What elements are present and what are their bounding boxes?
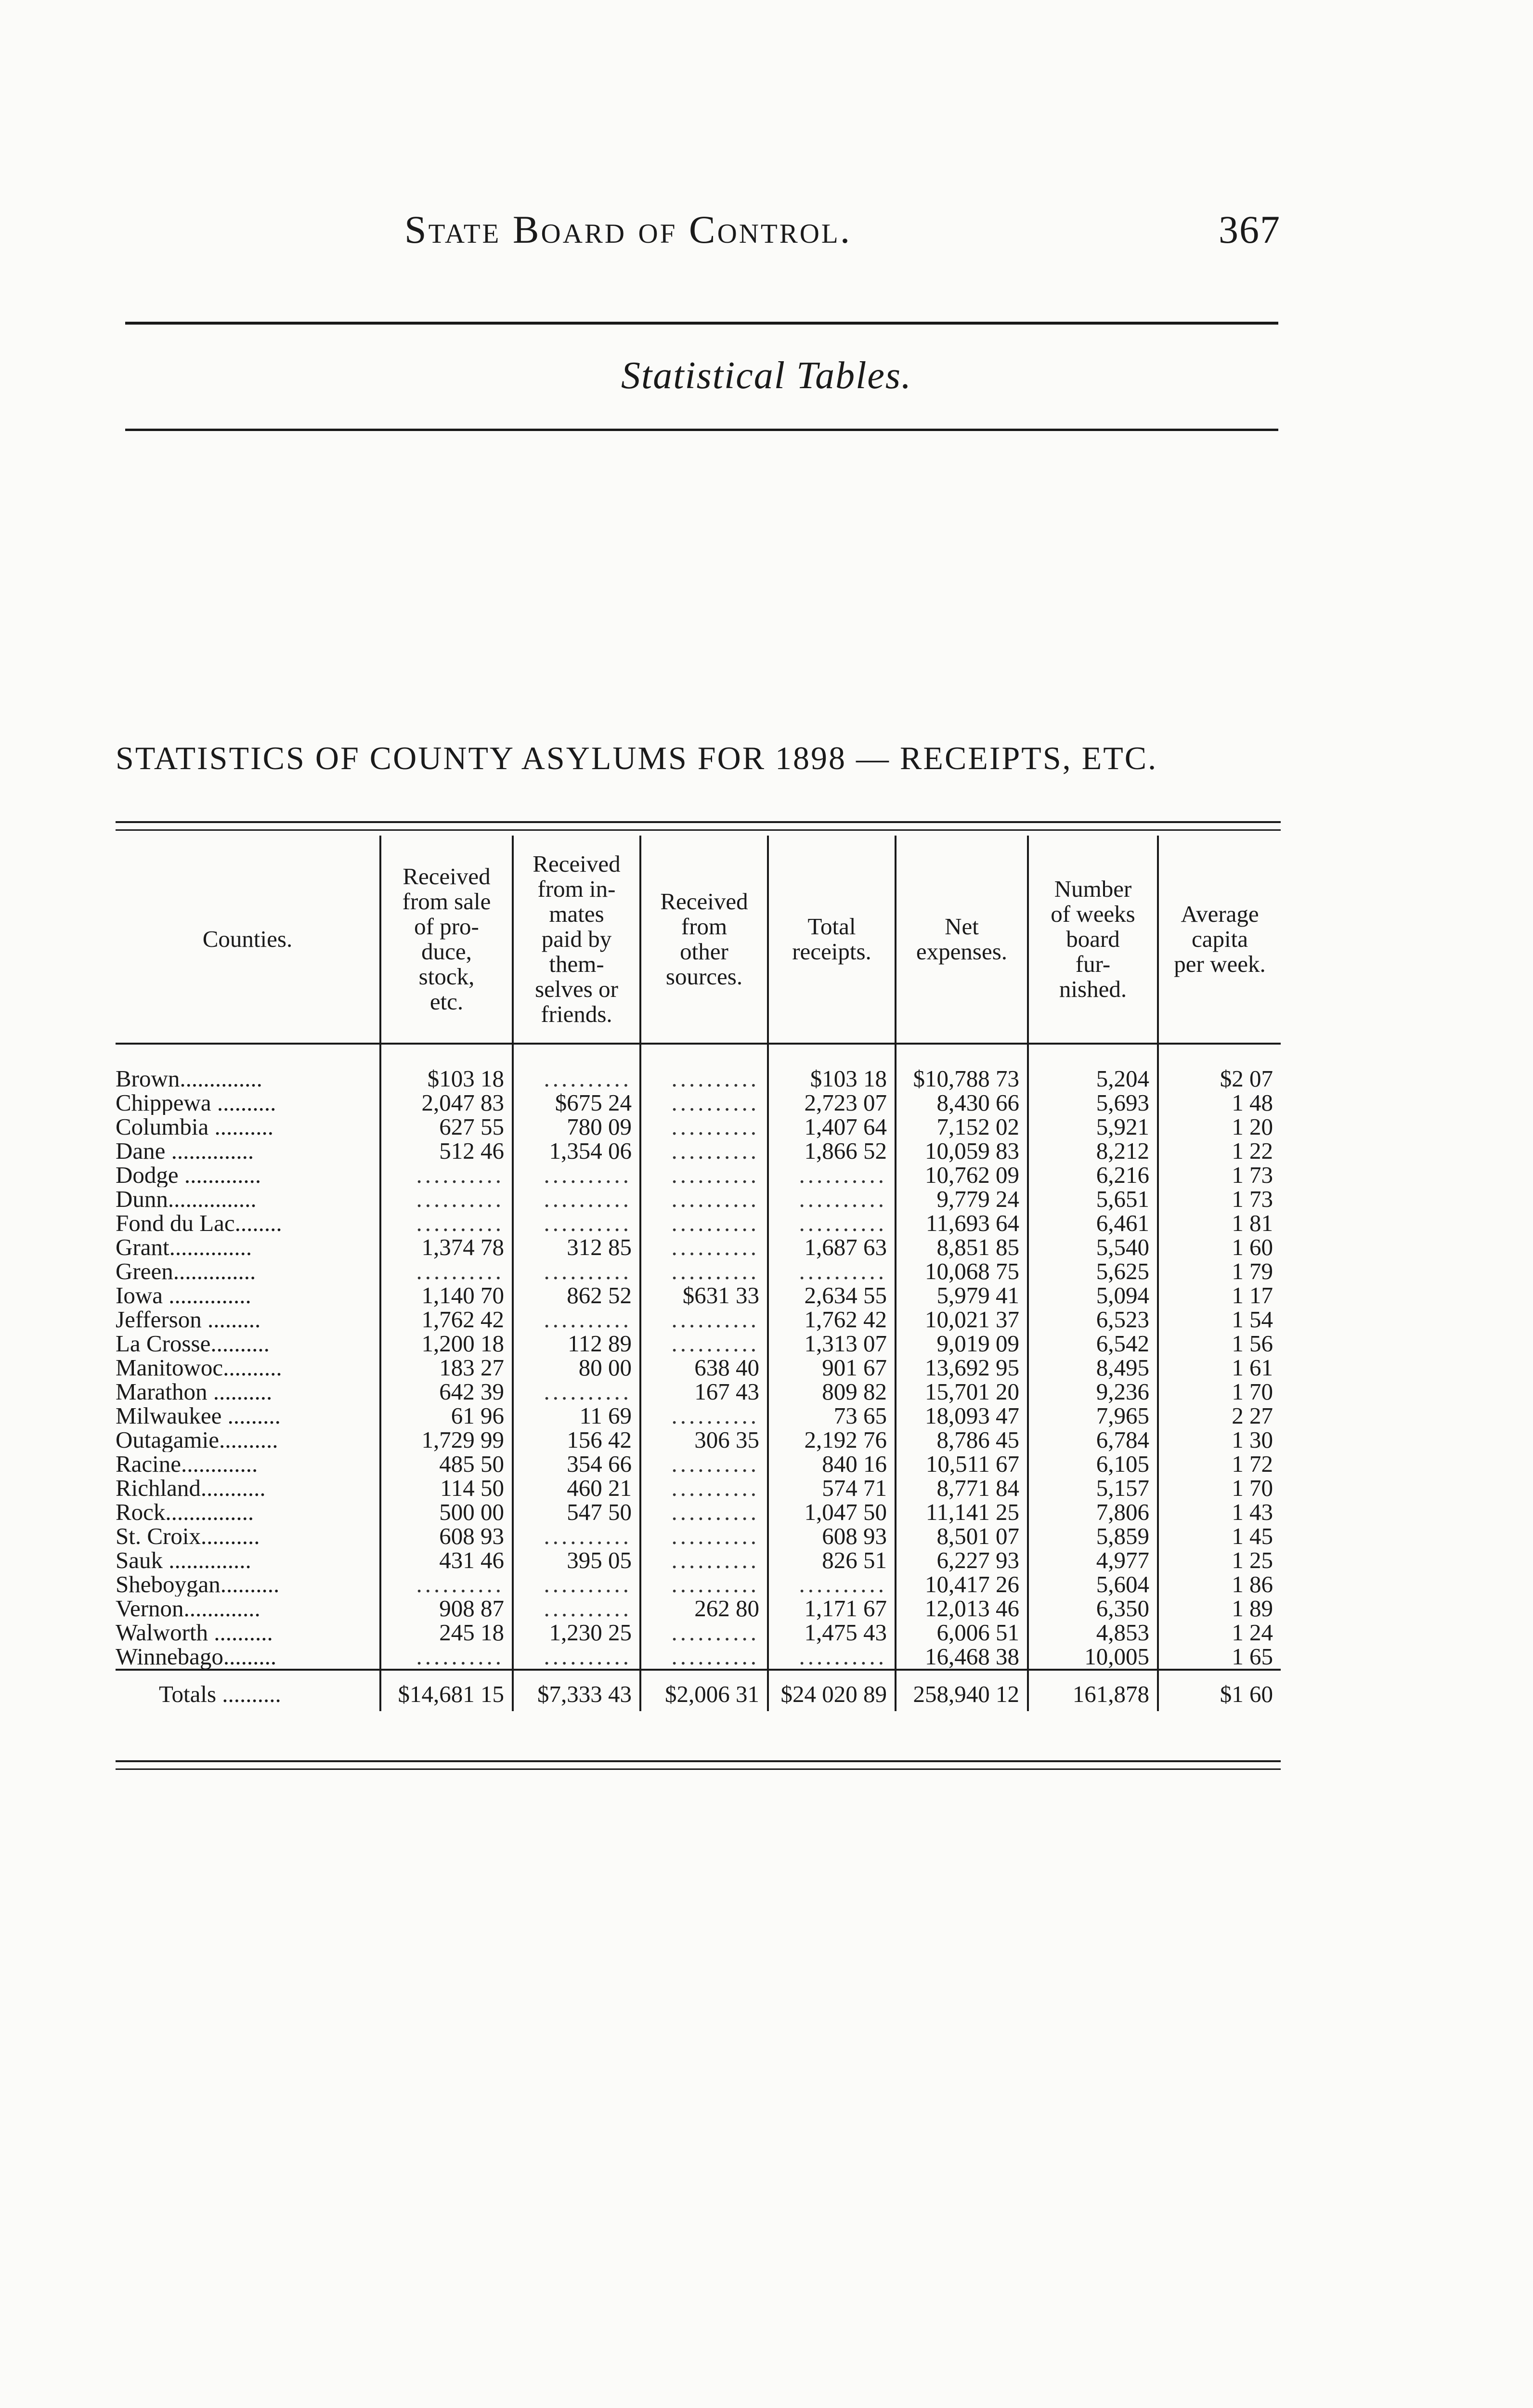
cell-inmates: 547 50 xyxy=(513,1500,640,1524)
table-bottom-rule-2 xyxy=(116,1768,1281,1770)
cell-county: Brown.............. xyxy=(116,1067,262,1091)
table-row xyxy=(116,1067,1281,1091)
cell-net-expenses: 10,417 26 xyxy=(896,1572,1028,1597)
cell-weeks: 8,212 xyxy=(1028,1139,1158,1163)
cell-county: Columbia .......... xyxy=(116,1115,274,1139)
cell-produce: 2,047 83 xyxy=(380,1091,513,1115)
cell-net-expenses: 10,068 75 xyxy=(896,1259,1028,1283)
cell-county: Grant.............. xyxy=(116,1235,252,1259)
cell-total: 2,192 76 xyxy=(768,1428,896,1452)
cell-produce: 1,200 18 xyxy=(380,1332,513,1356)
cell-other: $631 33 xyxy=(640,1283,768,1308)
cell-average: 1 54 xyxy=(1158,1308,1281,1332)
table-row xyxy=(116,1524,1281,1548)
table-row xyxy=(116,1500,1281,1524)
cell-total: $103 18 xyxy=(768,1067,896,1091)
rule-top xyxy=(125,322,1278,325)
cell-other: .......... xyxy=(640,1645,768,1670)
cell-weeks: 4,853 xyxy=(1028,1621,1158,1645)
cell-county: Milwaukee ......... xyxy=(116,1404,281,1428)
cell-other: .......... xyxy=(640,1235,768,1259)
cell-average: 1 81 xyxy=(1158,1211,1281,1235)
cell-inmates: 1,354 06 xyxy=(513,1139,640,1163)
cell-total: 1,313 07 xyxy=(768,1332,896,1356)
cell-county: Chippewa .......... xyxy=(116,1091,276,1115)
totals-label: Totals .......... xyxy=(116,1670,380,1711)
cell-average: 1 61 xyxy=(1158,1356,1281,1380)
cell-other: .......... xyxy=(640,1308,768,1332)
header-row xyxy=(116,836,1281,1044)
header-received-produce: Received from sale of pro- duce, stock, etc. xyxy=(380,836,513,1044)
table-row xyxy=(116,1211,1281,1235)
cell-total: 1,762 42 xyxy=(768,1308,896,1332)
cell-county: Richland........... xyxy=(116,1476,266,1500)
cell-net-expenses: 8,430 66 xyxy=(896,1091,1028,1115)
cell-county: Sheboygan.......... xyxy=(116,1572,280,1597)
table-row xyxy=(116,1380,1281,1404)
cell-weeks: 6,784 xyxy=(1028,1428,1158,1452)
cell-weeks: 9,236 xyxy=(1028,1380,1158,1404)
totals-produce: $14,681 15 xyxy=(380,1670,513,1711)
cell-other: 167 43 xyxy=(640,1380,768,1404)
cell-net-expenses: 9,779 24 xyxy=(896,1187,1028,1211)
cell-weeks: 5,204 xyxy=(1028,1067,1158,1091)
cell-total: 840 16 xyxy=(768,1452,896,1476)
cell-inmates: .......... xyxy=(513,1572,640,1597)
cell-inmates: 80 00 xyxy=(513,1356,640,1380)
cell-other: .......... xyxy=(640,1621,768,1645)
cell-county: Dane .............. xyxy=(116,1139,254,1163)
cell-produce: 1,374 78 xyxy=(380,1235,513,1259)
cell-county: Dodge ............. xyxy=(116,1163,261,1187)
cell-weeks: 4,977 xyxy=(1028,1548,1158,1572)
cell-average: 1 45 xyxy=(1158,1524,1281,1548)
cell-net-expenses: 18,093 47 xyxy=(896,1404,1028,1428)
cell-weeks: 5,540 xyxy=(1028,1235,1158,1259)
table-row xyxy=(116,1404,1281,1428)
header-weeks-board: Number of weeks board fur- nished. xyxy=(1028,836,1158,1044)
cell-other: .......... xyxy=(640,1500,768,1524)
cell-net-expenses: 8,771 84 xyxy=(896,1476,1028,1500)
cell-total: 826 51 xyxy=(768,1548,896,1572)
cell-net-expenses: 10,059 83 xyxy=(896,1139,1028,1163)
cell-produce: 1,729 99 xyxy=(380,1428,513,1452)
cell-average: 1 72 xyxy=(1158,1452,1281,1476)
cell-weeks: 6,542 xyxy=(1028,1332,1158,1356)
cell-net-expenses: 15,701 20 xyxy=(896,1380,1028,1404)
cell-net-expenses: 8,786 45 xyxy=(896,1428,1028,1452)
cell-average: 1 65 xyxy=(1158,1645,1281,1670)
cell-weeks: 5,157 xyxy=(1028,1476,1158,1500)
cell-produce: .......... xyxy=(380,1163,513,1187)
cell-average: 1 60 xyxy=(1158,1235,1281,1259)
cell-inmates: .......... xyxy=(513,1380,640,1404)
cell-county: Jefferson ......... xyxy=(116,1308,261,1332)
header-net-expenses: Net expenses. xyxy=(896,836,1028,1044)
cell-county: Winnebago......... xyxy=(116,1645,277,1670)
cell-average: 2 27 xyxy=(1158,1404,1281,1428)
cell-net-expenses: 10,762 09 xyxy=(896,1163,1028,1187)
table-row xyxy=(116,1428,1281,1452)
totals-weeks: 161,878 xyxy=(1028,1670,1158,1711)
table-row xyxy=(116,1163,1281,1187)
cell-county: Walworth .......... xyxy=(116,1621,273,1645)
cell-inmates: .......... xyxy=(513,1597,640,1621)
cell-county: Racine............. xyxy=(116,1452,258,1476)
header-spacer-row xyxy=(116,1044,1281,1067)
cell-net-expenses: 10,021 37 xyxy=(896,1308,1028,1332)
cell-county: Dunn............... xyxy=(116,1187,257,1211)
cell-inmates: 460 21 xyxy=(513,1476,640,1500)
cell-county: Sauk .............. xyxy=(116,1548,251,1572)
cell-county: Marathon .......... xyxy=(116,1380,273,1404)
cell-inmates: 312 85 xyxy=(513,1235,640,1259)
cell-other: .......... xyxy=(640,1139,768,1163)
cell-net-expenses: 6,227 93 xyxy=(896,1548,1028,1572)
cell-other: .......... xyxy=(640,1572,768,1597)
cell-inmates: .......... xyxy=(513,1211,640,1235)
table-row xyxy=(116,1476,1281,1500)
cell-inmates: 395 05 xyxy=(513,1548,640,1572)
cell-county: La Crosse.......... xyxy=(116,1332,270,1356)
cell-weeks: 5,604 xyxy=(1028,1572,1158,1597)
cell-produce: 627 55 xyxy=(380,1115,513,1139)
cell-weeks: 10,005 xyxy=(1028,1645,1158,1670)
cell-average: 1 17 xyxy=(1158,1283,1281,1308)
cell-other: .......... xyxy=(640,1163,768,1187)
cell-net-expenses: 8,851 85 xyxy=(896,1235,1028,1259)
cell-produce: 500 00 xyxy=(380,1500,513,1524)
totals-row xyxy=(116,1670,1281,1711)
cell-weeks: 5,625 xyxy=(1028,1259,1158,1283)
totals-net-expenses: 258,940 12 xyxy=(896,1670,1028,1711)
cell-total: .......... xyxy=(768,1163,896,1187)
cell-inmates: $675 24 xyxy=(513,1091,640,1115)
cell-weeks: 7,965 xyxy=(1028,1404,1158,1428)
table-row xyxy=(116,1621,1281,1645)
table-row xyxy=(116,1235,1281,1259)
table-row xyxy=(116,1139,1281,1163)
cell-other: .......... xyxy=(640,1476,768,1500)
table-row xyxy=(116,1572,1281,1597)
cell-average: 1 20 xyxy=(1158,1115,1281,1139)
cell-total: 1,047 50 xyxy=(768,1500,896,1524)
cell-inmates: .......... xyxy=(513,1308,640,1332)
cell-other: .......... xyxy=(640,1548,768,1572)
table-bottom-rule-1 xyxy=(116,1760,1281,1762)
table-row xyxy=(116,1548,1281,1572)
cell-produce: 245 18 xyxy=(380,1621,513,1645)
table-row xyxy=(116,1308,1281,1332)
cell-inmates: 112 89 xyxy=(513,1332,640,1356)
cell-inmates: .......... xyxy=(513,1067,640,1091)
cell-total: .......... xyxy=(768,1645,896,1670)
cell-produce: 114 50 xyxy=(380,1476,513,1500)
header-received-inmates: Received from in- mates paid by them- selves or friends. xyxy=(513,836,640,1044)
cell-total: 2,634 55 xyxy=(768,1283,896,1308)
cell-net-expenses: $10,788 73 xyxy=(896,1067,1028,1091)
cell-produce: .......... xyxy=(380,1259,513,1283)
statistics-table xyxy=(116,836,1281,1711)
table-title: STATISTICS OF COUNTY ASYLUMS FOR 1898 — RECEIPTS, ETC. xyxy=(116,740,1158,776)
cell-net-expenses: 10,511 67 xyxy=(896,1452,1028,1476)
cell-produce: 512 46 xyxy=(380,1139,513,1163)
cell-total: .......... xyxy=(768,1259,896,1283)
cell-inmates: 156 42 xyxy=(513,1428,640,1452)
cell-weeks: 6,350 xyxy=(1028,1597,1158,1621)
header-counties: Counties. xyxy=(116,836,380,1044)
cell-weeks: 5,693 xyxy=(1028,1091,1158,1115)
cell-other: .......... xyxy=(640,1404,768,1428)
table-top-rule-2 xyxy=(116,829,1281,831)
cell-weeks: 6,105 xyxy=(1028,1452,1158,1476)
totals-average: $1 60 xyxy=(1158,1670,1281,1711)
cell-average: 1 22 xyxy=(1158,1139,1281,1163)
cell-county: Iowa .............. xyxy=(116,1283,251,1308)
cell-average: 1 56 xyxy=(1158,1332,1281,1356)
cell-net-expenses: 5,979 41 xyxy=(896,1283,1028,1308)
cell-produce: 642 39 xyxy=(380,1380,513,1404)
cell-net-expenses: 9,019 09 xyxy=(896,1332,1028,1356)
totals-other: $2,006 31 xyxy=(640,1670,768,1711)
cell-inmates: .......... xyxy=(513,1645,640,1670)
cell-produce: .......... xyxy=(380,1572,513,1597)
cell-produce: 183 27 xyxy=(380,1356,513,1380)
cell-inmates: .......... xyxy=(513,1259,640,1283)
running-title: State Board of Control. xyxy=(404,208,852,251)
cell-average: 1 86 xyxy=(1158,1572,1281,1597)
table-row xyxy=(116,1597,1281,1621)
totals-inmates: $7,333 43 xyxy=(513,1670,640,1711)
cell-weeks: 5,651 xyxy=(1028,1187,1158,1211)
cell-net-expenses: 7,152 02 xyxy=(896,1115,1028,1139)
cell-weeks: 5,921 xyxy=(1028,1115,1158,1139)
cell-inmates: 354 66 xyxy=(513,1452,640,1476)
header-received-other: Received from other sources. xyxy=(640,836,768,1044)
header-total-receipts: Total receipts. xyxy=(768,836,896,1044)
cell-other: .......... xyxy=(640,1259,768,1283)
section-title: Statistical Tables. xyxy=(621,354,912,397)
cell-inmates: 862 52 xyxy=(513,1283,640,1308)
cell-county: Manitowoc.......... xyxy=(116,1356,282,1380)
cell-inmates: .......... xyxy=(513,1163,640,1187)
cell-inmates: 1,230 25 xyxy=(513,1621,640,1645)
cell-weeks: 5,859 xyxy=(1028,1524,1158,1548)
cell-total: 809 82 xyxy=(768,1380,896,1404)
cell-county: St. Croix.......... xyxy=(116,1524,260,1548)
cell-total: 73 65 xyxy=(768,1404,896,1428)
table-row xyxy=(116,1091,1281,1115)
cell-other: .......... xyxy=(640,1211,768,1235)
rule-bottom xyxy=(125,429,1278,431)
cell-average: 1 70 xyxy=(1158,1476,1281,1500)
cell-county: Outagamie.......... xyxy=(116,1428,278,1452)
cell-average: 1 89 xyxy=(1158,1597,1281,1621)
cell-produce: 485 50 xyxy=(380,1452,513,1476)
cell-weeks: 7,806 xyxy=(1028,1500,1158,1524)
cell-total: 1,687 63 xyxy=(768,1235,896,1259)
cell-inmates: 780 09 xyxy=(513,1115,640,1139)
cell-produce: .......... xyxy=(380,1187,513,1211)
cell-other: 262 80 xyxy=(640,1597,768,1621)
cell-net-expenses: 6,006 51 xyxy=(896,1621,1028,1645)
running-head xyxy=(125,207,1281,260)
cell-other: 306 35 xyxy=(640,1428,768,1452)
header-average-capita: Average capita per week. xyxy=(1158,836,1281,1044)
cell-net-expenses: 11,141 25 xyxy=(896,1500,1028,1524)
cell-average: 1 79 xyxy=(1158,1259,1281,1283)
cell-other: .......... xyxy=(640,1524,768,1548)
cell-inmates: .......... xyxy=(513,1187,640,1211)
cell-produce: $103 18 xyxy=(380,1067,513,1091)
cell-other: .......... xyxy=(640,1332,768,1356)
cell-average: 1 73 xyxy=(1158,1163,1281,1187)
cell-net-expenses: 13,692 95 xyxy=(896,1356,1028,1380)
cell-total: 1,407 64 xyxy=(768,1115,896,1139)
cell-total: .......... xyxy=(768,1187,896,1211)
cell-other: .......... xyxy=(640,1115,768,1139)
cell-inmates: .......... xyxy=(513,1524,640,1548)
cell-average: 1 24 xyxy=(1158,1621,1281,1645)
cell-weeks: 6,523 xyxy=(1028,1308,1158,1332)
cell-produce: .......... xyxy=(380,1211,513,1235)
cell-total: .......... xyxy=(768,1572,896,1597)
table-row xyxy=(116,1259,1281,1283)
cell-average: 1 48 xyxy=(1158,1091,1281,1115)
table-row xyxy=(116,1332,1281,1356)
table-row xyxy=(116,1115,1281,1139)
cell-produce: 1,140 70 xyxy=(380,1283,513,1308)
cell-other: 638 40 xyxy=(640,1356,768,1380)
table-row xyxy=(116,1187,1281,1211)
table-row xyxy=(116,1283,1281,1308)
cell-total: 1,171 67 xyxy=(768,1597,896,1621)
cell-produce: 61 96 xyxy=(380,1404,513,1428)
cell-net-expenses: 16,468 38 xyxy=(896,1645,1028,1670)
cell-produce: 608 93 xyxy=(380,1524,513,1548)
cell-produce: 431 46 xyxy=(380,1548,513,1572)
cell-produce: 1,762 42 xyxy=(380,1308,513,1332)
cell-net-expenses: 12,013 46 xyxy=(896,1597,1028,1621)
totals-total: $24 020 89 xyxy=(768,1670,896,1711)
cell-average: $2 07 xyxy=(1158,1067,1281,1091)
cell-weeks: 6,461 xyxy=(1028,1211,1158,1235)
cell-average: 1 73 xyxy=(1158,1187,1281,1211)
cell-total: 1,475 43 xyxy=(768,1621,896,1645)
table-row xyxy=(116,1356,1281,1380)
cell-other: .......... xyxy=(640,1452,768,1476)
cell-net-expenses: 11,693 64 xyxy=(896,1211,1028,1235)
cell-county: Fond du Lac........ xyxy=(116,1211,282,1235)
cell-produce: 908 87 xyxy=(380,1597,513,1621)
cell-net-expenses: 8,501 07 xyxy=(896,1524,1028,1548)
table-top-rule-1 xyxy=(116,821,1281,823)
cell-average: 1 70 xyxy=(1158,1380,1281,1404)
cell-county: Rock............... xyxy=(116,1500,254,1524)
cell-total: 901 67 xyxy=(768,1356,896,1380)
cell-other: .......... xyxy=(640,1091,768,1115)
cell-inmates: 11 69 xyxy=(513,1404,640,1428)
table-row xyxy=(116,1645,1281,1670)
cell-total: 608 93 xyxy=(768,1524,896,1548)
cell-total: 2,723 07 xyxy=(768,1091,896,1115)
cell-average: 1 30 xyxy=(1158,1428,1281,1452)
cell-average: 1 25 xyxy=(1158,1548,1281,1572)
cell-other: .......... xyxy=(640,1067,768,1091)
cell-weeks: 5,094 xyxy=(1028,1283,1158,1308)
cell-other: .......... xyxy=(640,1187,768,1211)
cell-county: Vernon............. xyxy=(116,1597,260,1621)
cell-county: Green.............. xyxy=(116,1259,256,1283)
cell-produce: .......... xyxy=(380,1645,513,1670)
cell-total: .......... xyxy=(768,1211,896,1235)
cell-total: 1,866 52 xyxy=(768,1139,896,1163)
cell-weeks: 6,216 xyxy=(1028,1163,1158,1187)
cell-average: 1 43 xyxy=(1158,1500,1281,1524)
page-number: 367 xyxy=(1219,208,1281,251)
cell-total: 574 71 xyxy=(768,1476,896,1500)
table-row xyxy=(116,1452,1281,1476)
cell-weeks: 8,495 xyxy=(1028,1356,1158,1380)
